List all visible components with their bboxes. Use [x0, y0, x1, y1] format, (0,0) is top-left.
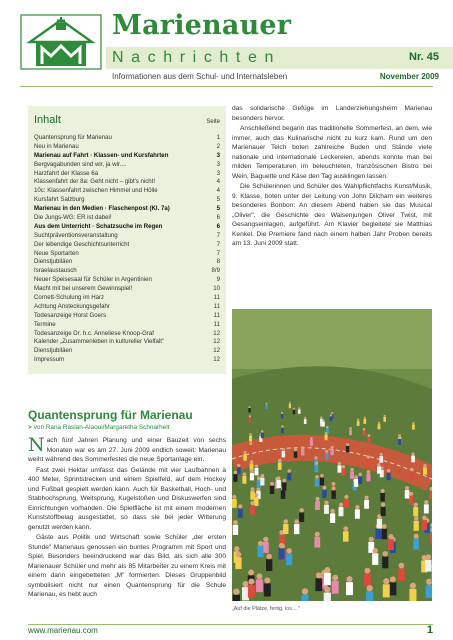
crowd-person [299, 508, 304, 522]
crowd-person [346, 443, 349, 452]
page-footer [28, 624, 433, 636]
toc-item-label: Todesanzeige Horst Goers [34, 311, 107, 319]
toc-item-page: 4 [216, 178, 220, 186]
crowd-person [425, 554, 431, 571]
toc-item-page: 7 [216, 249, 220, 257]
crowd-person [377, 514, 382, 528]
crowd-person [277, 476, 281, 488]
crowd-person [279, 543, 285, 560]
byline-arrow: > [28, 424, 32, 431]
toc-item [34, 205, 220, 214]
crowd-person [238, 504, 243, 518]
toc-item-label: Neuer Speisesaal für Schüler in Argentinien [34, 276, 152, 284]
toc-item [34, 196, 220, 205]
crowd-person [331, 486, 336, 498]
toc-item-label: Die Jungs-WG: ER ist dabei! [34, 214, 112, 222]
toc-item [34, 187, 220, 196]
issue-date: November 2009 [379, 72, 439, 81]
toc-item-page: 3 [216, 169, 220, 177]
crowd-person [310, 437, 313, 446]
crowd-person [357, 418, 360, 425]
article-byline [28, 424, 169, 431]
crowd-person [256, 573, 263, 592]
toc-item [34, 321, 220, 330]
crowd-person [298, 407, 300, 414]
crowd-person [412, 422, 415, 430]
crowd-person [414, 516, 419, 531]
crowd-person [381, 502, 386, 516]
crowd-person [367, 434, 370, 443]
toc-item-label: Termine [34, 320, 56, 328]
toc-item [34, 152, 220, 161]
crowd-person [330, 414, 333, 421]
issue-number: Nr. 45 [409, 51, 439, 63]
toc-item-page: 6 [216, 222, 220, 230]
crowd-person [278, 459, 282, 469]
crowd-person [366, 456, 370, 466]
masthead-divider [20, 86, 433, 87]
crowd-person [350, 468, 354, 479]
sports-event-photo [232, 309, 432, 601]
toc-item-label: Macht mit bei unserem Gewinnspiel! [34, 285, 133, 293]
crowd-person [320, 416, 323, 423]
crowd-person [233, 520, 238, 535]
crowd-person [322, 486, 326, 498]
byline-text: von Rana Raslan-Alaoui/Margaretha Schnarhelt [33, 424, 170, 431]
toc-item-page: 10 [213, 285, 220, 293]
toc-item-label: Impressum [34, 356, 65, 364]
crowd-person [257, 541, 263, 557]
crowd-person [344, 495, 349, 508]
crowd-person [330, 509, 335, 523]
toc-item-page: 9 [216, 276, 220, 284]
toc-item-label: Kalender „Zusammenleben in kultureller Vielfalt" [34, 338, 165, 346]
crowd-person [354, 475, 358, 487]
runners-photo-illustration [232, 309, 432, 601]
crowd-person [389, 576, 396, 595]
article-paragraph: Fast zwei Hektar umfasst das Gelände mit vier Laufbahnen à 400 Meter, Sprintstrecken und einem Spielfeld, auf dem Hockey und Fußball gespielt werden kann. Auch für Basketball, Hoch- und Stabhochsprung, Weitsprung, Kugelstoßen und Diskuswerfen sind Einrichtungen vorhanden. Die Spielfläche ist mit einem modernen Kunststoffbelag ausgestattet, so dass sie bei jeder Witterung genutzt werden kann. [28, 466, 226, 531]
toc-item-label: Dienstjubiläen [34, 347, 73, 355]
crowd-person [289, 402, 291, 408]
toc-item-page: 11 [213, 320, 220, 328]
toc-item-page: 12 [213, 347, 220, 355]
toc-item-page: 7 [216, 240, 220, 248]
crowd-person [380, 489, 385, 502]
toc-item [34, 267, 220, 276]
crowd-person [301, 588, 308, 601]
toc-item [34, 134, 220, 143]
crowd-person [237, 464, 241, 475]
crowd-person [264, 577, 271, 596]
toc-item-page: 8/9 [211, 267, 220, 275]
toc-item [34, 178, 220, 187]
toc-item-page: 6 [216, 214, 220, 222]
toc-item [34, 250, 220, 259]
crowd-person [249, 442, 252, 451]
crowd-person [413, 534, 419, 550]
crowd-person [314, 456, 318, 466]
toc-item-label: Suchtpräventionsveranstaltung [34, 231, 118, 239]
crowd-person [330, 446, 333, 455]
crowd-person [377, 463, 381, 474]
crowd-person [424, 500, 429, 513]
crowd-person [315, 475, 319, 487]
crowd-person [294, 519, 299, 534]
masthead [0, 0, 453, 86]
toc-item-label: Marienau auf Fahrt · Klassen- und Kursfahrten [34, 151, 169, 159]
crowd-person [378, 422, 381, 430]
crowd-person [411, 452, 415, 462]
toc-item-page: 1 [216, 134, 220, 141]
crowd-person [372, 548, 378, 565]
toc-item [34, 170, 220, 179]
toc-item-page: 7 [216, 231, 220, 239]
crowd-person [250, 469, 254, 480]
crowd-person [423, 464, 427, 475]
toc-item-label: Neue Sportarten [34, 249, 79, 257]
toc-item-page: 2 [216, 142, 220, 150]
photo-caption: „Auf die Plätze, fertig, los ..." [232, 606, 300, 612]
crowd-person [422, 516, 427, 531]
crowd-person [287, 469, 291, 480]
house-cross-logo-icon [20, 14, 102, 70]
crowd-person [387, 469, 391, 480]
toc-item-page: 3 [216, 151, 220, 159]
crowd-person [293, 408, 295, 415]
crowd-person [249, 415, 252, 422]
masthead-tagline: Informationen aus dem Schul- und Internatsleben [112, 72, 288, 81]
crowd-person [301, 446, 304, 455]
toc-item [34, 276, 220, 285]
toc-item [34, 258, 220, 267]
toc-item-page: 12 [213, 356, 220, 364]
crowd-person [315, 497, 320, 510]
toc-item-page: 12 [213, 329, 220, 337]
toc-item-page: 4 [216, 187, 220, 195]
crowd-person [263, 537, 269, 553]
crowd-person [381, 524, 387, 539]
crowd-person [242, 472, 246, 483]
toc-item-label: Harzfahrt der Klasse 6a [34, 169, 99, 177]
toc-item [34, 241, 220, 250]
crowd-person [349, 427, 352, 435]
crowd-person [320, 474, 324, 485]
toc-item-label: 10c: Klassenfahrt zwischen Himmel und Hölle [34, 187, 158, 195]
page-number: 1 [426, 624, 433, 636]
crowd-person [314, 532, 320, 548]
crowd-person [232, 495, 237, 508]
crowd-person [261, 430, 264, 438]
toc-page-column-label: Seite [206, 119, 220, 125]
crowd-person [248, 406, 250, 412]
crowd-person [255, 465, 259, 476]
crowd-person [398, 563, 405, 581]
crowd-person [383, 415, 386, 422]
dropcap: N [28, 434, 45, 456]
crowd-person [366, 470, 370, 481]
article-paragraph: Nach fünf Jahren Planung und einer Bauzeit von sechs Monaten war es am 27. Juni 2009 endlich soweit: Marienau weiht während des Sommerfestes die neue Sportanlage ein. [28, 434, 226, 463]
toc-item [34, 223, 220, 232]
toc-item [34, 303, 220, 312]
crowd-person [315, 462, 319, 473]
toc-item [34, 143, 220, 152]
masthead-subtitle-bar [106, 47, 453, 69]
crowd-person [324, 500, 329, 513]
crowd-person [341, 465, 345, 476]
toc-item [34, 330, 220, 339]
crowd-person [325, 450, 329, 460]
toc-item-page: 12 [213, 338, 220, 346]
crowd-person [429, 487, 432, 499]
toc-item-page: 11 [213, 311, 220, 319]
crowd-person [282, 448, 285, 458]
crowd-person [363, 428, 366, 436]
toc-item-page: 11 [213, 294, 220, 302]
toc-item [34, 356, 220, 365]
toc-title: Inhalt [34, 114, 61, 126]
toc-item [34, 214, 220, 223]
crowd-person [343, 526, 349, 541]
crowd-person [338, 462, 342, 473]
crowd-person [364, 496, 369, 509]
crowd-person [383, 578, 390, 597]
toc-list [34, 134, 220, 365]
toc-item-label: Neu in Marienau [34, 142, 79, 150]
toc-item-label: Marienau in den Medien · Flaschenpost (Kl. 7a) [34, 205, 170, 213]
crowd-person [410, 468, 414, 479]
article-paragraph: Gäste aus Politik und Wirtschaft sowie Schüler „der ersten Stunde" Marienaus genossen ein buntes Programm mit Sport und Spiel. Besonders beeindruckend war das Bild, als sich alle 300 Marienauer Schüler und mehr als 85 Mitarbeiter zu einem Kreis mit einem darin eingebetteten „M" formierten. Dieses Gruppenbild symbolisiert nicht nur einen Quantensprung für die Schule Marienau, es hebt auch [28, 534, 226, 598]
toc-item-label: Bergvagabunden sind wir, ja wir.... [34, 160, 127, 168]
crowd-person [304, 417, 307, 424]
crowd-person [294, 448, 297, 458]
toc-item-page: 5 [216, 196, 220, 204]
toc-item-page: 11 [213, 302, 220, 310]
toc-item [34, 338, 220, 347]
crowd-person [248, 579, 255, 598]
toc-item-label: Quantensprung für Marienau [34, 134, 112, 141]
toc-item [34, 285, 220, 294]
toc-item-page: 8 [216, 258, 220, 266]
toc-item-label: Dienstjubiläen [34, 258, 73, 266]
crowd-person [355, 505, 360, 519]
crowd-person [243, 451, 247, 461]
toc-item-label: Der lebendige Geschichtsunterricht [34, 240, 130, 248]
crowd-person [250, 487, 255, 499]
crowd-person [281, 412, 284, 419]
toc-item-label: Aus dem Unterricht · Schatzsuche im Regen [34, 222, 163, 230]
crowd-person [358, 473, 362, 484]
toc-item-label: Cornett-Schulung im Harz [34, 294, 105, 302]
toc-item-page: 5 [216, 205, 220, 213]
article-paragraph: Die Schülerinnen und Schüler des Wahlpflichtfachs Kunst/Musik, 9. Klasse, boten unter der Leitung von John Dilcham ein weiteres besonderes Bonbon: An diesem Abend haben sie das Musical „Oliver", die Geschichte des Waisenjungen Oliver Twist, mit Gesangseinlagen, aufgeführt. Am Klavier begleitete sie Matthias Kenkel. Die Premiere fand nach einem halben Jahr Proben bereits am 13. Juni 2009 statt. [232, 183, 432, 247]
article-right-column [232, 104, 432, 250]
masthead-title: Marienauer [112, 10, 292, 41]
crowd-person [332, 575, 339, 594]
crowd-person [379, 453, 383, 463]
crowd-person [366, 585, 373, 601]
table-of-contents [28, 106, 226, 374]
crowd-person [250, 501, 255, 514]
crowd-person [286, 548, 292, 565]
crowd-person [283, 519, 288, 534]
crowd-person [233, 471, 237, 482]
crowd-person [382, 551, 388, 568]
toc-item-page: 3 [216, 160, 220, 168]
masthead-subtitle: Nachrichten [112, 49, 281, 66]
toc-item-label: Klassenfahrt der 8a: Geht nicht – gibt's nicht! [34, 178, 156, 186]
article-paragraph: das solidarische Gefüge im Landerziehungsheim Marienau besonders hervor. [232, 105, 432, 122]
crowd-person [363, 417, 366, 424]
crowd-person [281, 425, 284, 433]
crowd-person [409, 583, 416, 601]
toc-item-label: Israelaustausch [34, 267, 77, 275]
toc-item [34, 161, 220, 170]
toc-item-label: Kursfahrt Salzburg [34, 196, 85, 204]
crowd-person [315, 572, 322, 591]
crowd-person [388, 534, 394, 550]
crowd-person [270, 482, 274, 494]
crowd-person [413, 503, 418, 517]
footer-divider [28, 624, 433, 625]
toc-item [34, 294, 220, 303]
crowd-person [282, 479, 286, 491]
crowd-person [235, 552, 241, 569]
crowd-person [364, 568, 371, 586]
toc-item [34, 347, 220, 356]
article-title: Quantensprung für Marienau [28, 408, 193, 422]
toc-item [34, 312, 220, 321]
article-paragraph: Anschließend begann das traditionelle Sommerfest, an dem, wie immer, auch das Kulinarische nicht zu kurz kam. Rund um den Marienauer Teich boten zahlreiche Buden und Stände viele nationale und internationale Leckereien, abends konnte man bei milden Temperaturen im beleuchteten, französischen Bistro bei Wein, Baguette und Käse den Tag ausklingen lassen. [232, 125, 432, 180]
crowd-person [346, 576, 353, 595]
crowd-person [265, 403, 267, 409]
toc-item-label: Achtung Ansteckungsgefahr [34, 302, 110, 310]
footer-url: www.marienau.com [28, 626, 98, 635]
article-left-column [28, 436, 226, 601]
crowd-person [250, 460, 254, 470]
crowd-person [260, 474, 264, 485]
crowd-person [409, 492, 414, 505]
crowd-person [249, 433, 252, 441]
crowd-person [325, 432, 328, 440]
toc-item-label: Todesanzeige Dr. h.c. Anneliese Knoop-Graf [34, 329, 154, 337]
crowd-person [398, 436, 401, 445]
crowd-person [339, 503, 344, 517]
crowd-person [266, 554, 272, 571]
toc-item [34, 232, 220, 241]
crowd-person [324, 567, 331, 585]
crowd-person [405, 486, 409, 498]
